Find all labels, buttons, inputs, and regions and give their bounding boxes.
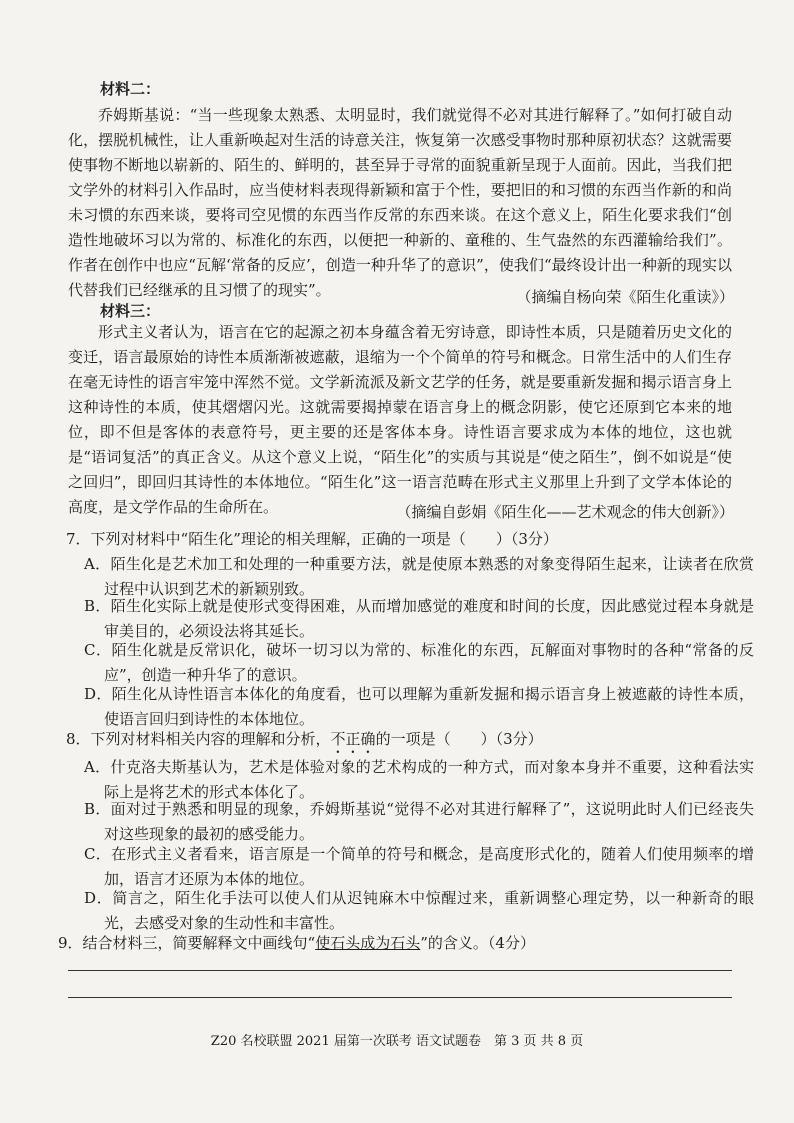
material-3-source: （摘编自彭娟《陌生化——艺术观念的伟大创新》） [396,503,734,521]
question-9-stem-after: ”的含义。（4分） [420,934,535,952]
question-7-option-c: C．陌生化就是反常识化，破坏一切习以为常的、标准化的东西，瓦解面对事物时的各种“常备的反应”，创造一种升华了的意识。 [84,641,754,684]
question-8-stem [66,728,543,757]
question-8-option-d: D．简言之，陌生化手法可以使人们从迟钝麻木中惊醒过来，重新调整心理定势，以一种新奇的眼光，去感受对象的生动性和丰富性。 [84,889,754,932]
question-8-option-b: B．面对过于熟悉和明显的现象，乔姆斯基说“觉得不必对其进行解释了”，这说明此时人们已经丧失对这些现象的最初的感受能力。 [84,800,754,843]
question-9-stem [58,932,535,953]
material-3-paragraph: 形式主义者认为，语言在它的起源之初本身蕴含着无穷诗意，即诗性本质，只是随着历史文化的变迁，语言最原始的诗性本质渐渐被遮蔽，退缩为一个个简单的符号和概念。日常生活中的人们生存在毫无诗性的语言牢笼中浑然不觉。文学新流派及新文艺学的任务，就是要重新发掘和揭示语言身上这种诗性的本质，使其熠熠闪光。这就需要揭掉蒙在语言身上的概念阴影，使它还原到它本来的地位，即不但是客体的表意符号，更主要的还是客体本身。诗性语言要求成为本体的地位，这也就是“语词复活”的真正含义。从这个意义上说，“陌生化”的实质与其说是“使之陌生”，倒不如说是“使之回归”，即回归其诗性的本体地位。“陌生化”这一语言范畴在形式主义那里上升到了文学本体论的高度，是文学作品的生命所在。 [68,323,732,516]
material-2-paragraph: 乔姆斯基说：“当一些现象太熟悉、太明显时，我们就觉得不必对其进行解释了。”如何打破自动化，摆脱机械性，让人重新唤起对生活的诗意关注，恢复第一次感受事物时那种原初状态？这就需要使事物不断地以崭新的、陌生的、鲜明的，甚至异于寻常的面貌重新呈现于人面前。因此，当我们把文学外的材料引入作品时，应当使材料表现得新颖和富于个性，要把旧的和习惯的东西当作新的和尚未习惯的东西来谈，要将司空见惯的东西当作反常的东西来谈。在这个意义上，陌生化要求我们“创造性地破坏习以为常的、标准化的东西，以便把一种新的、童稚的、生气盎然的东西灌输给我们”。作者在创作中也应“瓦解‘常备的反应’，创造一种升华了的意识”，使我们“最终设计出一种新的现实以代替我们已经继承的且习惯了的现实”。 [68,106,732,299]
material-2-heading: 材料二： [100,80,161,98]
answer-line-1[interactable] [68,970,732,971]
question-8-option-a: A．什克洛夫斯基认为，艺术是体验对象的艺术构成的一种方式，而对象本身并不重要，这种看法实际上是将艺术的形式本体化了。 [84,758,754,801]
question-7-option-d: D．陌生化从诗性语言本体化的角度看，也可以理解为重新发掘和揭示语言身上被遮蔽的诗性本质，使语言回归到诗性的本体地位。 [84,685,754,728]
question-7-option-b: B．陌生化实际上就是使形式变得困难，从而增加感觉的难度和时间的长度，因此感觉过程本身就是审美目的，必须设法将其延长。 [84,597,754,640]
question-8-stem-after: 的一项是（ ）（3分） [375,730,543,748]
question-8-option-c: C．在形式主义者看来，语言原是一个简单的符号和概念，是高度形式化的，随着人们使用频率的增加，语言才还原为本体的地位。 [84,845,754,888]
question-7-option-a: A．陌生化是艺术加工和处理的一种重要方法，就是使原本熟悉的对象变得陌生起来，让读者在欣赏过程中认识到艺术的新颖别致。 [84,555,754,598]
page-footer: Z20 名校联盟 2021 届第一次联考 语文试题卷 第 3 页 共 8 页 [210,1034,584,1049]
question-9-underlined-sentence: 使石头成为石头 [315,934,421,952]
question-8-stem-before: 8．下列对材料相关内容的理解和分析， [66,730,331,748]
question-9-stem-before: 9．结合材料三，简要解释文中画线句“ [58,934,316,952]
question-8-stem-emphasis: 不正确 [330,730,376,748]
answer-line-2[interactable] [68,997,732,998]
question-7-stem: 7．下列对材料中“陌生化”理论的相关理解，正确的一项是（ ）（3分） [66,530,558,548]
material-2-source: （摘编自杨向荣《陌生化重读》） [516,288,734,306]
material-3-heading: 材料三： [100,302,161,320]
